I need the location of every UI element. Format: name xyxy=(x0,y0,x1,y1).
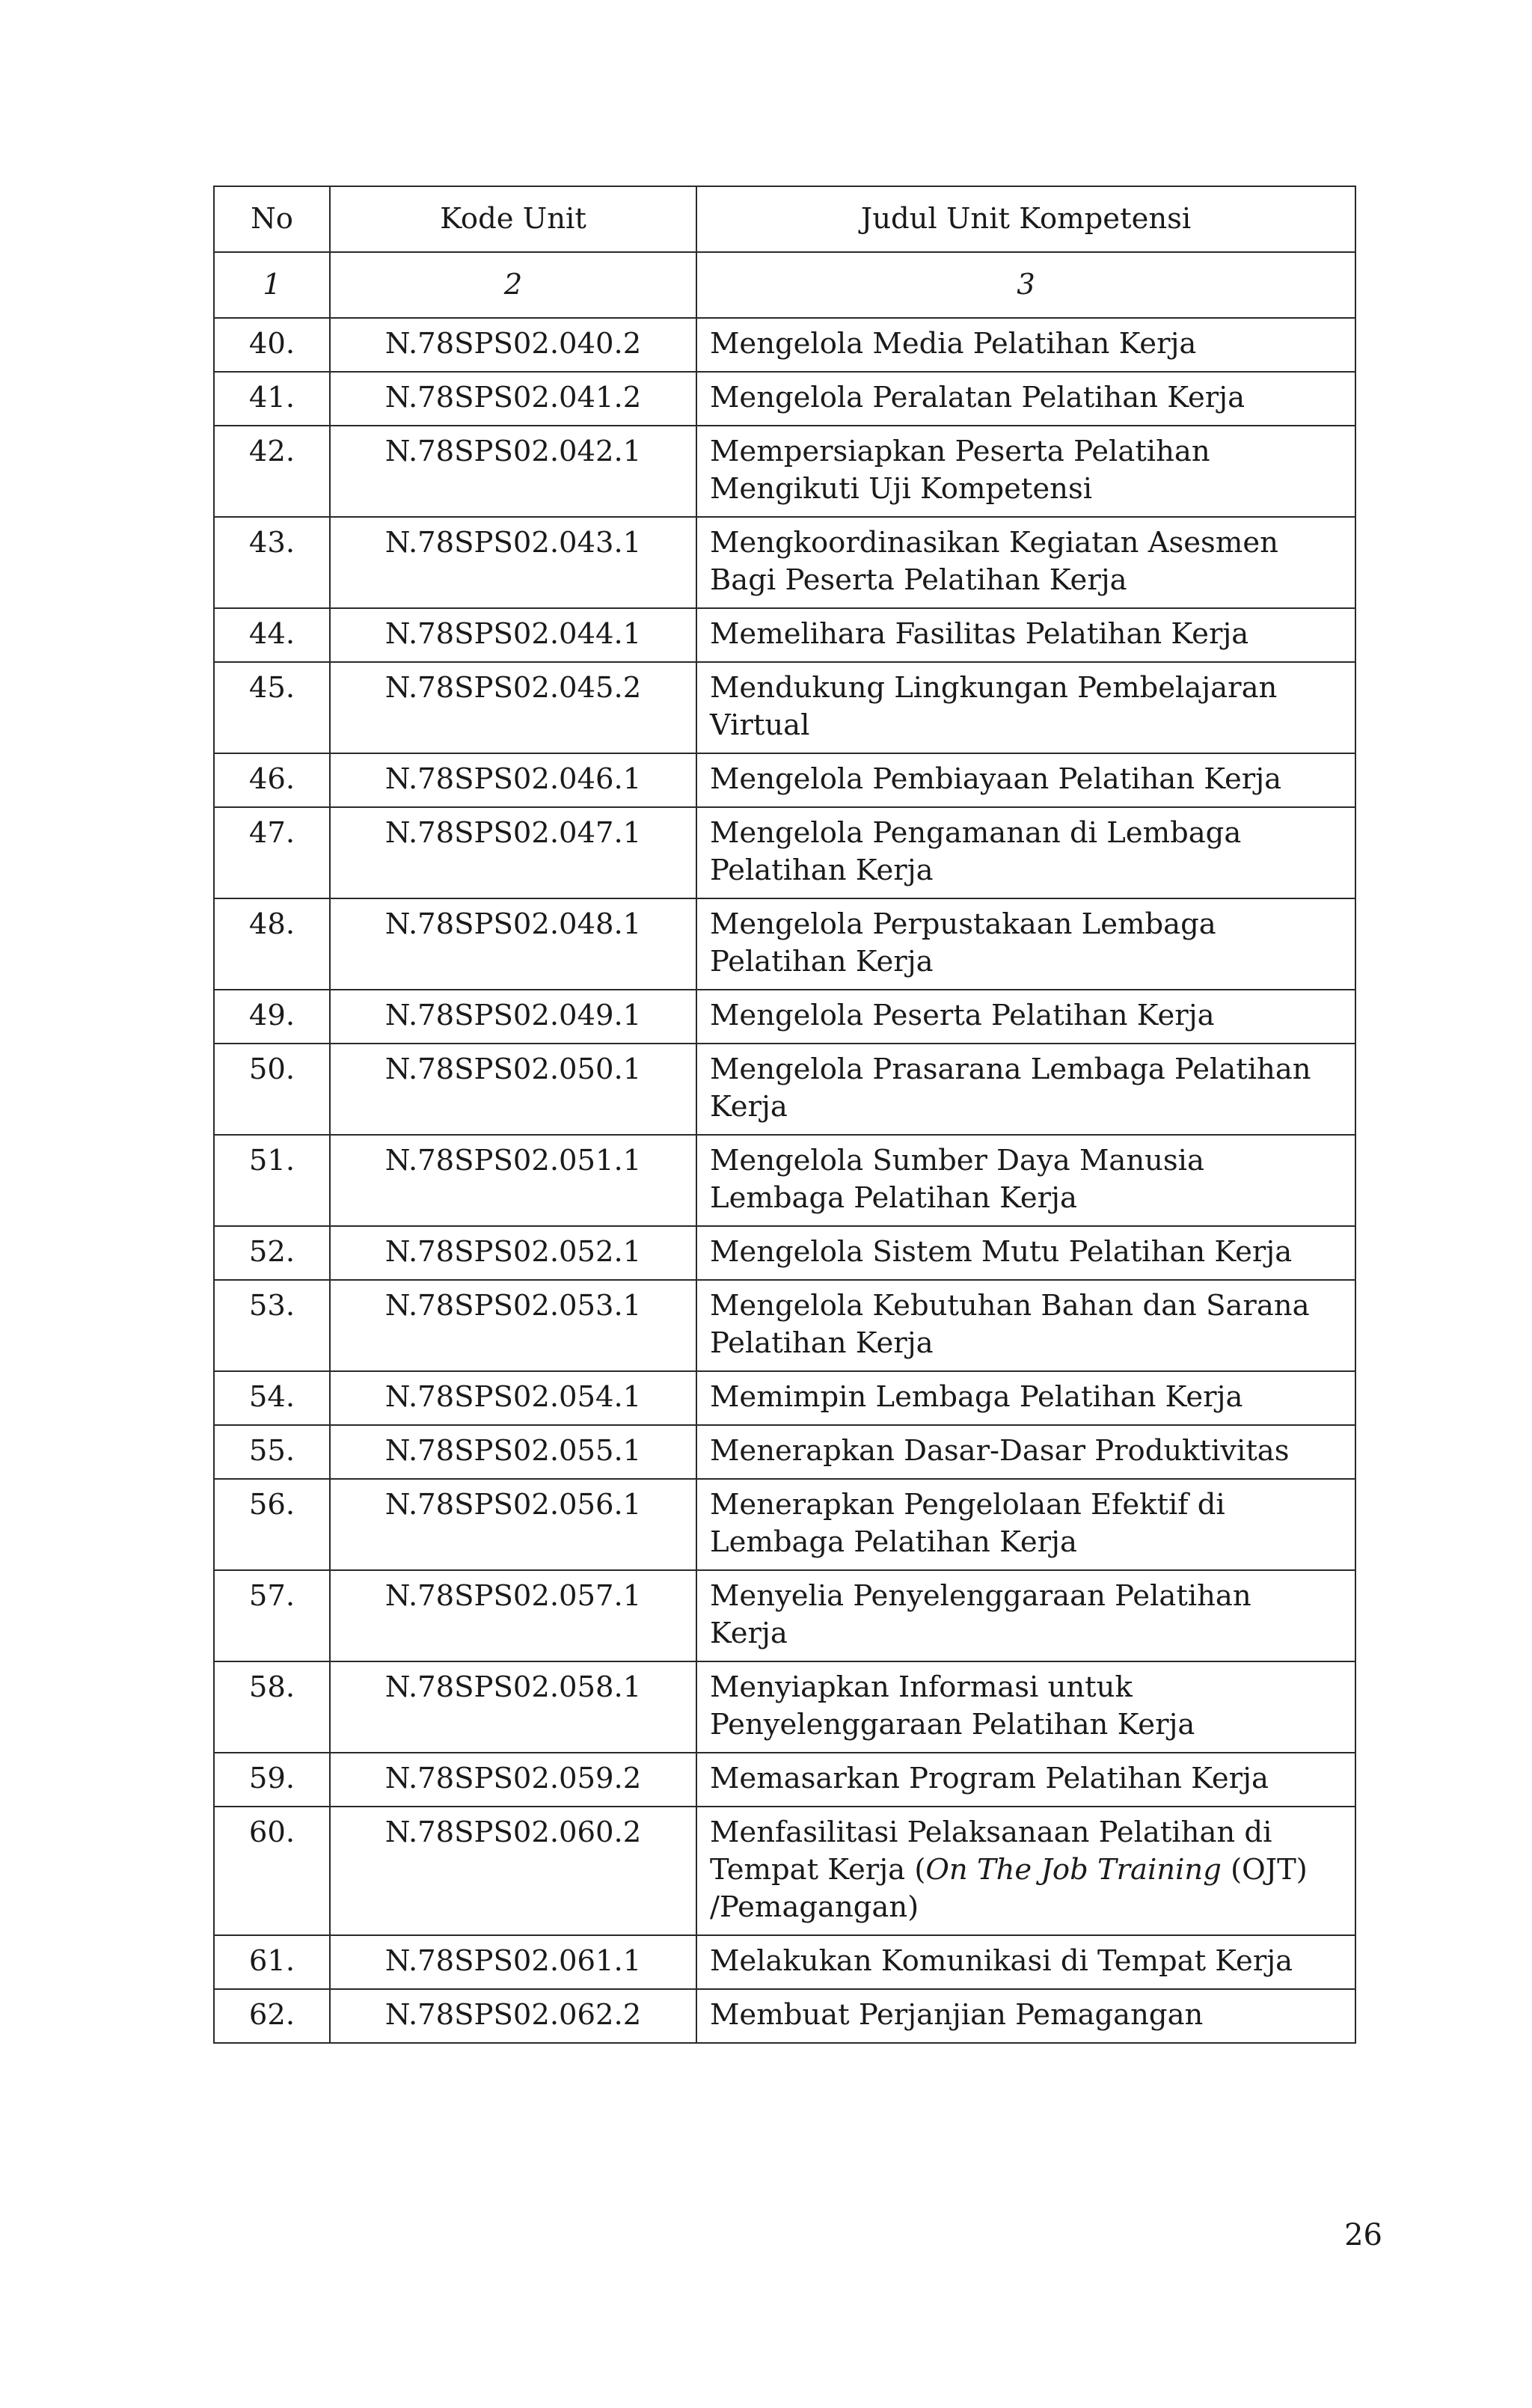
row-no: 55. xyxy=(214,1425,330,1479)
row-title xyxy=(696,662,1355,753)
row-title-line: Pelatihan Kerja xyxy=(710,945,934,978)
row-title xyxy=(696,1479,1355,1570)
table-row xyxy=(214,318,1355,372)
row-code: N.78SPS02.041.2 xyxy=(330,372,696,426)
row-title: Mengelola Sistem Mutu Pelatihan Kerja xyxy=(696,1226,1355,1280)
table-row xyxy=(214,1425,1355,1479)
row-title xyxy=(696,1135,1355,1226)
row-no: 59. xyxy=(214,1753,330,1807)
row-no: 57. xyxy=(214,1570,330,1661)
row-no: 56. xyxy=(214,1479,330,1570)
table-row xyxy=(214,608,1355,662)
row-title-line: Mengkoordinasikan Kegiatan Asesmen xyxy=(710,526,1278,560)
header-code: Kode Unit xyxy=(330,186,696,252)
row-code: N.78SPS02.052.1 xyxy=(330,1226,696,1280)
row-title: Mengelola Peralatan Pelatihan Kerja xyxy=(696,372,1355,426)
row-title-line: Kerja xyxy=(710,1617,788,1650)
row-title-line: Mengelola Sumber Daya Manusia xyxy=(710,1144,1204,1177)
row-code: N.78SPS02.062.2 xyxy=(330,1989,696,2043)
row-title-line: Mengelola Kebutuhan Bahan dan Sarana xyxy=(710,1289,1310,1323)
row-title xyxy=(696,1570,1355,1661)
table-row xyxy=(214,517,1355,608)
row-code: N.78SPS02.055.1 xyxy=(330,1425,696,1479)
table-row xyxy=(214,1989,1355,2043)
row-code: N.78SPS02.049.1 xyxy=(330,990,696,1044)
table-row xyxy=(214,1753,1355,1807)
table-row xyxy=(214,1479,1355,1570)
row-title-text: Tempat Kerja ( xyxy=(710,1853,926,1887)
row-code: N.78SPS02.048.1 xyxy=(330,898,696,990)
row-title-line: Menfasilitasi Pelaksanaan Pelatihan di xyxy=(710,1816,1272,1849)
row-code: N.78SPS02.061.1 xyxy=(330,1935,696,1989)
table-row xyxy=(214,662,1355,753)
row-no: 52. xyxy=(214,1226,330,1280)
row-no: 50. xyxy=(214,1044,330,1135)
row-title: Membuat Perjanjian Pemagangan xyxy=(696,1989,1355,2043)
row-no: 54. xyxy=(214,1371,330,1425)
row-title: Mengelola Peserta Pelatihan Kerja xyxy=(696,990,1355,1044)
index-title: 3 xyxy=(696,252,1355,318)
row-title-line: Penyelenggaraan Pelatihan Kerja xyxy=(710,1708,1195,1741)
row-code: N.78SPS02.042.1 xyxy=(330,426,696,517)
row-code: N.78SPS02.046.1 xyxy=(330,753,696,807)
table-row xyxy=(214,990,1355,1044)
row-no: 51. xyxy=(214,1135,330,1226)
row-code: N.78SPS02.053.1 xyxy=(330,1280,696,1371)
row-code: N.78SPS02.040.2 xyxy=(330,318,696,372)
row-no: 45. xyxy=(214,662,330,753)
row-title-line: Menyelia Penyelenggaraan Pelatihan xyxy=(710,1579,1251,1613)
table-row xyxy=(214,1807,1355,1935)
row-title: Memimpin Lembaga Pelatihan Kerja xyxy=(696,1371,1355,1425)
table-row xyxy=(214,1226,1355,1280)
row-code: N.78SPS02.044.1 xyxy=(330,608,696,662)
row-title: Menerapkan Dasar-Dasar Produktivitas xyxy=(696,1425,1355,1479)
table-row xyxy=(214,753,1355,807)
row-title-line: Mempersiapkan Peserta Pelatihan xyxy=(710,435,1210,468)
row-title-text: (OJT) xyxy=(1221,1853,1308,1887)
table-row xyxy=(214,807,1355,898)
row-no: 53. xyxy=(214,1280,330,1371)
row-no: 47. xyxy=(214,807,330,898)
row-title-line: Lembaga Pelatihan Kerja xyxy=(710,1525,1077,1559)
row-code: N.78SPS02.045.2 xyxy=(330,662,696,753)
index-code: 2 xyxy=(330,252,696,318)
row-title-line: Virtual xyxy=(710,708,810,742)
row-title-line: Mendukung Lingkungan Pembelajaran xyxy=(710,671,1278,705)
row-no: 46. xyxy=(214,753,330,807)
row-title xyxy=(696,807,1355,898)
row-code: N.78SPS02.051.1 xyxy=(330,1135,696,1226)
row-title-line: Pelatihan Kerja xyxy=(710,854,934,887)
table-row xyxy=(214,372,1355,426)
row-no: 62. xyxy=(214,1989,330,2043)
table-row xyxy=(214,426,1355,517)
row-title xyxy=(696,1044,1355,1135)
index-no: 1 xyxy=(214,252,330,318)
table-row xyxy=(214,1570,1355,1661)
row-no: 40. xyxy=(214,318,330,372)
table-row xyxy=(214,1371,1355,1425)
row-code: N.78SPS02.058.1 xyxy=(330,1661,696,1753)
header-no: No xyxy=(214,186,330,252)
row-title: Memelihara Fasilitas Pelatihan Kerja xyxy=(696,608,1355,662)
row-title-line: Mengelola Perpustakaan Lembaga xyxy=(710,907,1216,941)
row-no: 48. xyxy=(214,898,330,990)
table-row xyxy=(214,1044,1355,1135)
row-code: N.78SPS02.054.1 xyxy=(330,1371,696,1425)
row-title xyxy=(696,898,1355,990)
column-index-row xyxy=(214,252,1355,318)
row-title: Memasarkan Program Pelatihan Kerja xyxy=(696,1753,1355,1807)
row-title: Mengelola Pembiayaan Pelatihan Kerja xyxy=(696,753,1355,807)
competency-units-table xyxy=(213,186,1356,2044)
table-row xyxy=(214,1935,1355,1989)
row-no: 49. xyxy=(214,990,330,1044)
row-code: N.78SPS02.047.1 xyxy=(330,807,696,898)
row-title-line: Mengelola Prasarana Lembaga Pelatihan xyxy=(710,1053,1311,1086)
row-title-line: Pelatihan Kerja xyxy=(710,1326,934,1360)
page-number: 26 xyxy=(1344,2218,1382,2252)
row-title xyxy=(696,1661,1355,1753)
row-no: 43. xyxy=(214,517,330,608)
table-row xyxy=(214,1280,1355,1371)
row-code: N.78SPS02.043.1 xyxy=(330,517,696,608)
row-code: N.78SPS02.060.2 xyxy=(330,1807,696,1935)
row-title xyxy=(696,426,1355,517)
header-title: Judul Unit Kompetensi xyxy=(696,186,1355,252)
row-no: 44. xyxy=(214,608,330,662)
row-no: 41. xyxy=(214,372,330,426)
table-row xyxy=(214,898,1355,990)
row-code: N.78SPS02.056.1 xyxy=(330,1479,696,1570)
table-header-row xyxy=(214,186,1355,252)
row-no: 58. xyxy=(214,1661,330,1753)
row-title: Melakukan Komunikasi di Tempat Kerja xyxy=(696,1935,1355,1989)
row-title: Mengelola Media Pelatihan Kerja xyxy=(696,318,1355,372)
row-title-line: Lembaga Pelatihan Kerja xyxy=(710,1181,1077,1215)
row-title xyxy=(696,1807,1355,1935)
row-no: 42. xyxy=(214,426,330,517)
row-title-line: Menerapkan Pengelolaan Efektif di xyxy=(710,1488,1225,1522)
table-row xyxy=(214,1661,1355,1753)
row-no: 60. xyxy=(214,1807,330,1935)
row-code: N.78SPS02.059.2 xyxy=(330,1753,696,1807)
table-row xyxy=(214,1135,1355,1226)
row-title xyxy=(696,1280,1355,1371)
row-title-line: Bagi Peserta Pelatihan Kerja xyxy=(710,563,1127,597)
row-title-line: Mengelola Pengamanan di Lembaga xyxy=(710,816,1242,850)
row-title-line: Mengikuti Uji Kompetensi xyxy=(710,472,1093,506)
row-title-line: /Pemagangan) xyxy=(710,1890,919,1924)
row-code: N.78SPS02.050.1 xyxy=(330,1044,696,1135)
row-no: 61. xyxy=(214,1935,330,1989)
row-code: N.78SPS02.057.1 xyxy=(330,1570,696,1661)
row-title-line: Menyiapkan Informasi untuk xyxy=(710,1670,1133,1704)
row-title-italic: On The Job Training xyxy=(925,1853,1222,1887)
row-title xyxy=(696,517,1355,608)
row-title-line: Kerja xyxy=(710,1090,788,1124)
